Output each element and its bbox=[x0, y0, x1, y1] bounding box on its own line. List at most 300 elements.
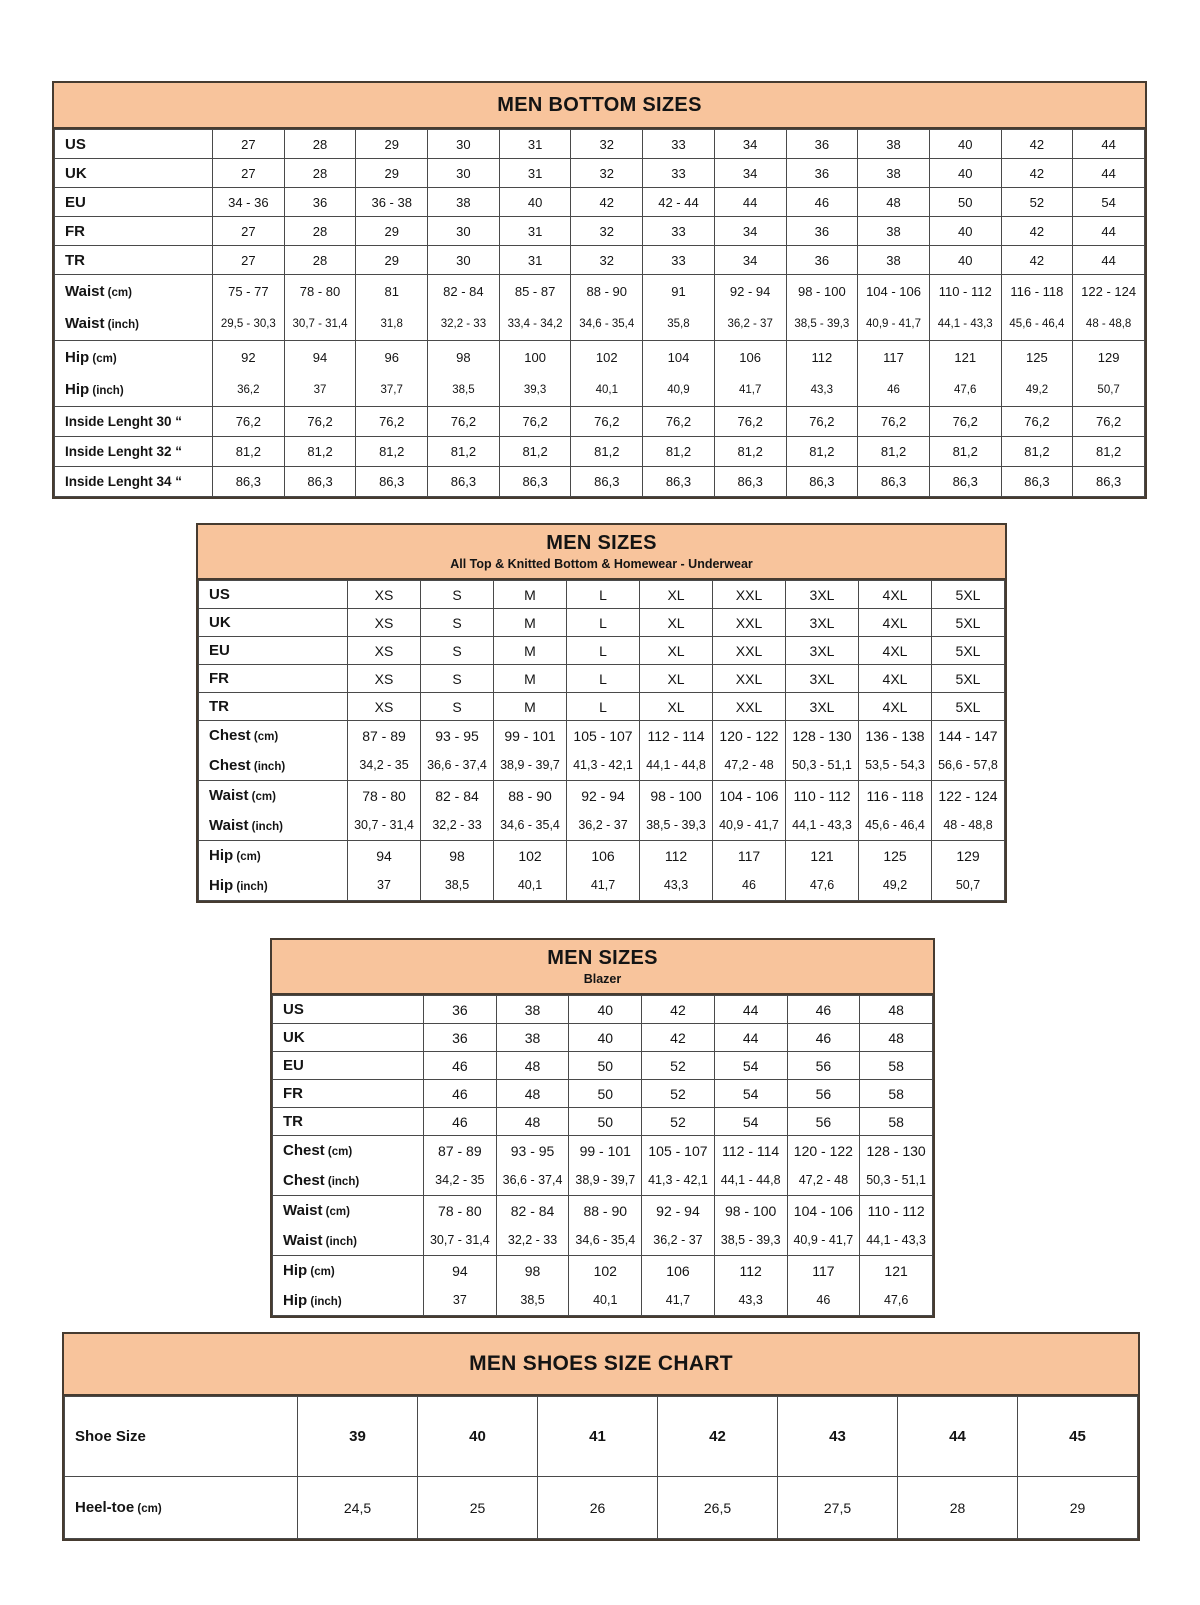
size-cell: 5XL bbox=[932, 581, 1005, 609]
row-label: Inside Lenght 34 “ bbox=[55, 467, 213, 497]
size-cell: 112 - 114 bbox=[640, 721, 713, 751]
size-cell: 110 - 112 bbox=[860, 1196, 933, 1226]
size-cell: 29 bbox=[356, 130, 428, 159]
size-cell: 36,6 - 37,4 bbox=[496, 1166, 569, 1196]
size-cell: 87 - 89 bbox=[348, 721, 421, 751]
size-cell: 42 bbox=[1001, 159, 1073, 188]
size-cell: 40,1 bbox=[569, 1286, 642, 1316]
size-cell: 48 bbox=[860, 1024, 933, 1052]
size-cell: 44,1 - 43,3 bbox=[929, 308, 1001, 341]
size-cell: 112 bbox=[786, 341, 858, 374]
size-cell: 121 bbox=[929, 341, 1001, 374]
size-cell: 81,2 bbox=[929, 437, 1001, 467]
size-cell: 81,2 bbox=[571, 437, 643, 467]
size-cell: 45 bbox=[1018, 1397, 1138, 1477]
table-row bbox=[55, 217, 1145, 246]
size-cell: 105 - 107 bbox=[567, 721, 640, 751]
table-row bbox=[199, 609, 1005, 637]
size-cell: 47,2 - 48 bbox=[713, 751, 786, 781]
size-cell: 32,2 - 33 bbox=[421, 811, 494, 841]
size-cell: M bbox=[494, 637, 567, 665]
size-cell: 86,3 bbox=[356, 467, 428, 497]
size-cell: 86,3 bbox=[213, 467, 285, 497]
size-cell: 81,2 bbox=[428, 437, 500, 467]
size-cell: 86,3 bbox=[714, 467, 786, 497]
row-label: Waist (inch) bbox=[55, 308, 213, 341]
size-cell: 52 bbox=[642, 1052, 715, 1080]
size-cell: 46 bbox=[787, 1286, 860, 1316]
size-cell: S bbox=[421, 581, 494, 609]
row-label: US bbox=[273, 996, 424, 1024]
size-cell: 104 - 106 bbox=[713, 781, 786, 811]
size-cell: 42 bbox=[1001, 217, 1073, 246]
size-cell: 76,2 bbox=[1001, 407, 1073, 437]
table-row bbox=[273, 1256, 933, 1286]
size-cell: 41,3 - 42,1 bbox=[642, 1166, 715, 1196]
size-cell: XS bbox=[348, 581, 421, 609]
size-cell: 34 bbox=[714, 159, 786, 188]
size-cell: 98 - 100 bbox=[714, 1196, 787, 1226]
size-cell: 44,1 - 43,3 bbox=[786, 811, 859, 841]
size-cell: 27 bbox=[213, 246, 285, 275]
size-cell: 42 - 44 bbox=[643, 188, 715, 217]
size-cell: 24,5 bbox=[298, 1477, 418, 1539]
size-cell: 28 bbox=[284, 217, 356, 246]
size-cell: 5XL bbox=[932, 609, 1005, 637]
row-label-unit: (inch) bbox=[322, 1235, 357, 1248]
row-label: FR bbox=[273, 1080, 424, 1108]
size-cell: 122 - 124 bbox=[1073, 275, 1145, 308]
table-row bbox=[199, 581, 1005, 609]
size-cell: 81,2 bbox=[1001, 437, 1073, 467]
table-subtitle: All Top & Knitted Bottom & Homewear - Underwear bbox=[450, 557, 753, 571]
table-title: MEN BOTTOM SIZES bbox=[497, 93, 702, 116]
size-cell: 112 - 114 bbox=[714, 1136, 787, 1166]
size-cell: 47,6 bbox=[786, 871, 859, 901]
size-cell: 27,5 bbox=[778, 1477, 898, 1539]
size-cell: 42 bbox=[642, 1024, 715, 1052]
size-cell: XL bbox=[640, 637, 713, 665]
size-cell: 46 bbox=[786, 188, 858, 217]
size-cell: XXL bbox=[713, 637, 786, 665]
table-row bbox=[55, 246, 1145, 275]
table-title: MEN SIZES bbox=[547, 947, 658, 969]
size-cell: 48 bbox=[858, 188, 930, 217]
size-cell: 125 bbox=[859, 841, 932, 871]
table-title: MEN SHOES SIZE CHART bbox=[469, 1352, 733, 1375]
size-cell: 42 bbox=[571, 188, 643, 217]
size-cell: 38,5 bbox=[496, 1286, 569, 1316]
table-row bbox=[55, 308, 1145, 341]
size-cell: 117 bbox=[858, 341, 930, 374]
size-cell: 76,2 bbox=[1073, 407, 1145, 437]
table-row bbox=[55, 188, 1145, 217]
size-cell: 44 bbox=[898, 1397, 1018, 1477]
size-cell: 86,3 bbox=[786, 467, 858, 497]
row-label-unit: (inch) bbox=[250, 760, 286, 773]
size-cell: 48 - 48,8 bbox=[1073, 308, 1145, 341]
size-cell: 86,3 bbox=[858, 467, 930, 497]
row-label-unit: (cm) bbox=[250, 731, 279, 744]
row-label-unit: (cm) bbox=[233, 851, 261, 864]
size-cell: 82 - 84 bbox=[421, 781, 494, 811]
size-cell: 40 bbox=[929, 217, 1001, 246]
size-cell: 29 bbox=[356, 217, 428, 246]
size-cell: 102 bbox=[571, 341, 643, 374]
table-row bbox=[55, 130, 1145, 159]
table-row bbox=[273, 1286, 933, 1316]
size-cell: 86,3 bbox=[499, 467, 571, 497]
size-cell: 4XL bbox=[859, 609, 932, 637]
size-cell: 116 - 118 bbox=[1001, 275, 1073, 308]
size-cell: 106 bbox=[642, 1256, 715, 1286]
size-cell: 44 bbox=[1073, 217, 1145, 246]
size-cell: 92 - 94 bbox=[567, 781, 640, 811]
size-cell: 78 - 80 bbox=[424, 1196, 497, 1226]
size-cell: 34 bbox=[714, 130, 786, 159]
size-cell: 58 bbox=[860, 1108, 933, 1136]
size-cell: 50,3 - 51,1 bbox=[786, 751, 859, 781]
row-label: FR bbox=[55, 217, 213, 246]
size-cell: 33 bbox=[643, 217, 715, 246]
size-cell: 106 bbox=[567, 841, 640, 871]
size-cell: XXL bbox=[713, 581, 786, 609]
size-cell: S bbox=[421, 693, 494, 721]
table-row bbox=[65, 1477, 1138, 1539]
size-cell: 4XL bbox=[859, 665, 932, 693]
size-cell: 46 bbox=[424, 1108, 497, 1136]
size-cell: 27 bbox=[213, 217, 285, 246]
size-cell: 44 bbox=[1073, 246, 1145, 275]
table-row bbox=[273, 1136, 933, 1166]
size-cell: 30 bbox=[428, 246, 500, 275]
size-cell: 86,3 bbox=[571, 467, 643, 497]
size-cell: 82 - 84 bbox=[496, 1196, 569, 1226]
size-cell: 45,6 - 46,4 bbox=[859, 811, 932, 841]
size-cell: 31 bbox=[499, 217, 571, 246]
size-cell: 92 - 94 bbox=[642, 1196, 715, 1226]
row-label: Hip (cm) bbox=[199, 841, 348, 871]
size-cell: 26 bbox=[538, 1477, 658, 1539]
size-cell: 93 - 95 bbox=[496, 1136, 569, 1166]
size-cell: 38,5 - 39,3 bbox=[786, 308, 858, 341]
table-row bbox=[55, 159, 1145, 188]
size-cell: 38,5 bbox=[428, 374, 500, 407]
row-label-unit: (cm) bbox=[104, 286, 132, 299]
men-shoes-size-chart-table bbox=[62, 1332, 1140, 1541]
size-cell: 100 bbox=[499, 341, 571, 374]
size-cell: 27 bbox=[213, 130, 285, 159]
size-cell: 3XL bbox=[786, 693, 859, 721]
size-cell: XXL bbox=[713, 665, 786, 693]
row-label-unit: (cm) bbox=[324, 1146, 353, 1159]
row-label: Waist (cm) bbox=[273, 1196, 424, 1226]
size-cell: XS bbox=[348, 609, 421, 637]
size-cell: 43 bbox=[778, 1397, 898, 1477]
size-cell: 40 bbox=[569, 1024, 642, 1052]
size-cell: 86,3 bbox=[1001, 467, 1073, 497]
table-row bbox=[199, 811, 1005, 841]
men-sizes-blazer-table bbox=[270, 938, 935, 1318]
size-grid bbox=[54, 129, 1145, 497]
size-cell: 34 bbox=[714, 246, 786, 275]
size-cell: 50,3 - 51,1 bbox=[860, 1166, 933, 1196]
size-cell: 117 bbox=[787, 1256, 860, 1286]
size-cell: 110 - 112 bbox=[929, 275, 1001, 308]
size-cell: 40,9 - 41,7 bbox=[713, 811, 786, 841]
table-header bbox=[272, 940, 933, 995]
size-cell: 38,9 - 39,7 bbox=[494, 751, 567, 781]
size-cell: 44 bbox=[714, 188, 786, 217]
row-label: US bbox=[55, 130, 213, 159]
size-cell: 25 bbox=[418, 1477, 538, 1539]
size-cell: 40 bbox=[418, 1397, 538, 1477]
size-cell: 38 bbox=[858, 159, 930, 188]
size-cell: 32,2 - 33 bbox=[428, 308, 500, 341]
size-cell: 86,3 bbox=[929, 467, 1001, 497]
size-cell: 44,1 - 43,3 bbox=[860, 1226, 933, 1256]
size-cell: 44 bbox=[1073, 130, 1145, 159]
size-cell: 87 - 89 bbox=[424, 1136, 497, 1166]
size-cell: 53,5 - 54,3 bbox=[859, 751, 932, 781]
row-label: EU bbox=[273, 1052, 424, 1080]
size-cell: 4XL bbox=[859, 581, 932, 609]
table-row bbox=[273, 996, 933, 1024]
size-cell: 78 - 80 bbox=[284, 275, 356, 308]
row-label: Shoe Size bbox=[65, 1397, 298, 1477]
table-header bbox=[54, 83, 1145, 129]
size-cell: 28 bbox=[284, 130, 356, 159]
size-cell: 33 bbox=[643, 246, 715, 275]
size-cell: 40,1 bbox=[571, 374, 643, 407]
size-cell: 54 bbox=[1073, 188, 1145, 217]
size-cell: 81,2 bbox=[714, 437, 786, 467]
size-cell: 47,6 bbox=[860, 1286, 933, 1316]
size-cell: 121 bbox=[860, 1256, 933, 1286]
size-cell: 40 bbox=[929, 130, 1001, 159]
table-row bbox=[273, 1166, 933, 1196]
size-cell: 4XL bbox=[859, 637, 932, 665]
size-cell: 58 bbox=[860, 1080, 933, 1108]
row-label-unit: (inch) bbox=[89, 385, 124, 398]
size-cell: 36 bbox=[284, 188, 356, 217]
size-cell: 30,7 - 31,4 bbox=[284, 308, 356, 341]
table-row bbox=[273, 1080, 933, 1108]
size-cell: 38,5 bbox=[421, 871, 494, 901]
size-cell: 38 bbox=[496, 1024, 569, 1052]
size-cell: L bbox=[567, 693, 640, 721]
size-cell: 81,2 bbox=[786, 437, 858, 467]
size-cell: S bbox=[421, 665, 494, 693]
row-label: Waist (inch) bbox=[273, 1226, 424, 1256]
size-cell: 38 bbox=[496, 996, 569, 1024]
table-row bbox=[199, 841, 1005, 871]
size-cell: 46 bbox=[787, 1024, 860, 1052]
size-cell: 86,3 bbox=[428, 467, 500, 497]
size-cell: 31 bbox=[499, 159, 571, 188]
size-cell: 30,7 - 31,4 bbox=[348, 811, 421, 841]
size-cell: 48 - 48,8 bbox=[932, 811, 1005, 841]
size-cell: 81,2 bbox=[858, 437, 930, 467]
size-cell: 5XL bbox=[932, 665, 1005, 693]
size-cell: 104 - 106 bbox=[787, 1196, 860, 1226]
row-label-unit: (cm) bbox=[307, 1266, 335, 1279]
size-cell: 78 - 80 bbox=[348, 781, 421, 811]
size-cell: 121 bbox=[786, 841, 859, 871]
size-cell: 38,5 - 39,3 bbox=[640, 811, 713, 841]
size-cell: 112 bbox=[640, 841, 713, 871]
table-row bbox=[199, 751, 1005, 781]
size-cell: 40,9 - 41,7 bbox=[787, 1226, 860, 1256]
size-cell: XXL bbox=[713, 693, 786, 721]
size-cell: 58 bbox=[860, 1052, 933, 1080]
size-cell: 38,5 - 39,3 bbox=[714, 1226, 787, 1256]
row-label: EU bbox=[55, 188, 213, 217]
size-cell: 85 - 87 bbox=[499, 275, 571, 308]
size-cell: 36 - 38 bbox=[356, 188, 428, 217]
size-cell: 28 bbox=[284, 159, 356, 188]
size-cell: 45,6 - 46,4 bbox=[1001, 308, 1073, 341]
size-cell: 40,9 bbox=[643, 374, 715, 407]
size-cell: 40 bbox=[929, 159, 1001, 188]
size-cell: 86,3 bbox=[1073, 467, 1145, 497]
size-cell: XL bbox=[640, 665, 713, 693]
size-cell: 36,2 - 37 bbox=[567, 811, 640, 841]
size-cell: 117 bbox=[713, 841, 786, 871]
row-label-unit: (inch) bbox=[104, 319, 139, 332]
row-label: Chest (cm) bbox=[273, 1136, 424, 1166]
row-label-unit: (inch) bbox=[307, 1295, 342, 1308]
table-header bbox=[64, 1334, 1138, 1396]
size-cell: 37 bbox=[424, 1286, 497, 1316]
size-cell: 40 bbox=[569, 996, 642, 1024]
table-row bbox=[55, 374, 1145, 407]
size-cell: 41,3 - 42,1 bbox=[567, 751, 640, 781]
size-cell: XS bbox=[348, 665, 421, 693]
size-cell: 75 - 77 bbox=[213, 275, 285, 308]
table-row bbox=[199, 665, 1005, 693]
size-cell: 116 - 118 bbox=[859, 781, 932, 811]
size-cell: L bbox=[567, 665, 640, 693]
size-cell: 36,6 - 37,4 bbox=[421, 751, 494, 781]
row-label: Waist (cm) bbox=[199, 781, 348, 811]
size-cell: 40 bbox=[499, 188, 571, 217]
size-cell: M bbox=[494, 665, 567, 693]
size-cell: L bbox=[567, 609, 640, 637]
size-cell: XXL bbox=[713, 609, 786, 637]
size-cell: 40 bbox=[929, 246, 1001, 275]
size-cell: 34,6 - 35,4 bbox=[569, 1226, 642, 1256]
size-cell: 32,2 - 33 bbox=[496, 1226, 569, 1256]
row-label: UK bbox=[273, 1024, 424, 1052]
row-label-unit: (cm) bbox=[322, 1206, 350, 1219]
row-label: UK bbox=[55, 159, 213, 188]
size-cell: 41,7 bbox=[567, 871, 640, 901]
size-cell: 52 bbox=[1001, 188, 1073, 217]
row-label: Hip (cm) bbox=[273, 1256, 424, 1286]
size-cell: 29,5 - 30,3 bbox=[213, 308, 285, 341]
size-cell: 128 - 130 bbox=[786, 721, 859, 751]
size-cell: 56 bbox=[787, 1052, 860, 1080]
table-title: MEN SIZES bbox=[546, 532, 657, 554]
size-cell: 94 bbox=[284, 341, 356, 374]
size-cell: 76,2 bbox=[356, 407, 428, 437]
size-cell: 33 bbox=[643, 130, 715, 159]
size-cell: 36 bbox=[424, 1024, 497, 1052]
row-label: TR bbox=[273, 1108, 424, 1136]
size-cell: 129 bbox=[1073, 341, 1145, 374]
size-cell: 5XL bbox=[932, 637, 1005, 665]
size-cell: 120 - 122 bbox=[787, 1136, 860, 1166]
size-cell: 31,8 bbox=[356, 308, 428, 341]
size-cell: XL bbox=[640, 581, 713, 609]
size-cell: 37 bbox=[348, 871, 421, 901]
size-cell: 86,3 bbox=[643, 467, 715, 497]
size-cell: 41,7 bbox=[714, 374, 786, 407]
size-grid bbox=[64, 1396, 1138, 1539]
size-cell: 112 bbox=[714, 1256, 787, 1286]
row-label: TR bbox=[55, 246, 213, 275]
size-cell: 3XL bbox=[786, 637, 859, 665]
row-label-unit: (inch) bbox=[324, 1175, 360, 1188]
table-row bbox=[273, 1024, 933, 1052]
size-cell: S bbox=[421, 637, 494, 665]
size-cell: 93 - 95 bbox=[421, 721, 494, 751]
size-cell: 30 bbox=[428, 130, 500, 159]
size-cell: 76,2 bbox=[284, 407, 356, 437]
size-cell: 76,2 bbox=[571, 407, 643, 437]
size-cell: XS bbox=[348, 637, 421, 665]
table-row bbox=[199, 721, 1005, 751]
size-cell: 92 bbox=[213, 341, 285, 374]
size-cell: 32 bbox=[571, 159, 643, 188]
size-cell: 56 bbox=[787, 1108, 860, 1136]
size-cell: 33 bbox=[643, 159, 715, 188]
size-cell: 34,6 - 35,4 bbox=[571, 308, 643, 341]
size-cell: 34 bbox=[714, 217, 786, 246]
size-cell: 82 - 84 bbox=[428, 275, 500, 308]
size-cell: 29 bbox=[1018, 1477, 1138, 1539]
size-cell: 38 bbox=[858, 130, 930, 159]
size-cell: 36 bbox=[424, 996, 497, 1024]
size-cell: L bbox=[567, 581, 640, 609]
size-cell: 52 bbox=[642, 1080, 715, 1108]
size-cell: 76,2 bbox=[428, 407, 500, 437]
size-cell: 96 bbox=[356, 341, 428, 374]
size-cell: 98 - 100 bbox=[786, 275, 858, 308]
size-cell: 42 bbox=[1001, 246, 1073, 275]
size-cell: 128 - 130 bbox=[860, 1136, 933, 1166]
size-cell: 43,3 bbox=[640, 871, 713, 901]
size-cell: M bbox=[494, 693, 567, 721]
size-cell: 98 bbox=[428, 341, 500, 374]
table-row bbox=[199, 871, 1005, 901]
size-cell: 88 - 90 bbox=[571, 275, 643, 308]
size-cell: 37,7 bbox=[356, 374, 428, 407]
size-cell: 50,7 bbox=[932, 871, 1005, 901]
row-label-unit: (cm) bbox=[248, 791, 276, 804]
size-cell: 30,7 - 31,4 bbox=[424, 1226, 497, 1256]
size-cell: 54 bbox=[714, 1108, 787, 1136]
size-cell: 125 bbox=[1001, 341, 1073, 374]
size-cell: 81,2 bbox=[1073, 437, 1145, 467]
size-cell: 42 bbox=[1001, 130, 1073, 159]
table-row bbox=[55, 341, 1145, 374]
size-cell: 104 - 106 bbox=[858, 275, 930, 308]
row-label: Hip (inch) bbox=[199, 871, 348, 901]
size-cell: 39 bbox=[298, 1397, 418, 1477]
size-cell: 42 bbox=[642, 996, 715, 1024]
